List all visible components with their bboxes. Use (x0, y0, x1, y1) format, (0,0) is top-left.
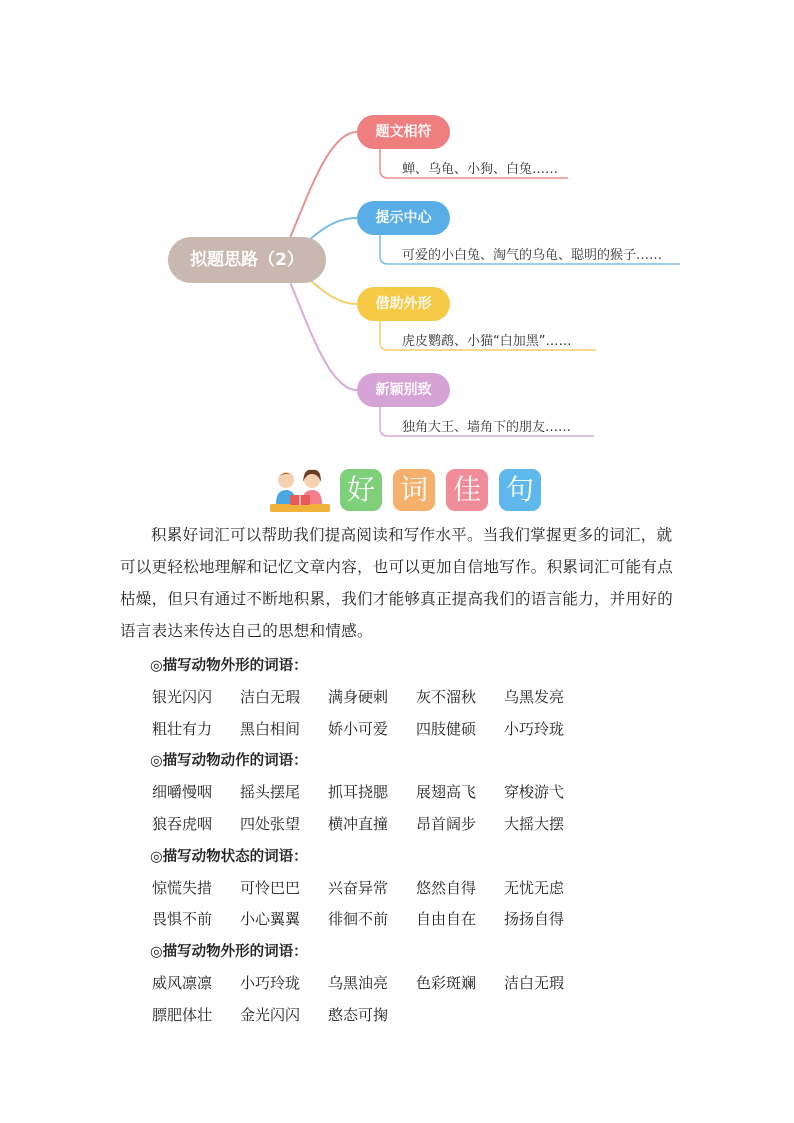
word: 小心翼翼 (240, 910, 301, 928)
word: 乌黑油亮 (328, 974, 389, 992)
word: 展翅高飞 (416, 783, 477, 801)
word: 徘徊不前 (328, 910, 389, 928)
word: 悠然自得 (416, 879, 477, 897)
word: 可怜巴巴 (240, 879, 301, 897)
section-heading-3: ◎描写动物状态的词语： (150, 849, 308, 865)
word: 狼吞虎咽 (152, 815, 213, 833)
mind-map-root: 拟题思路（2） (168, 237, 326, 283)
connector-1 (290, 132, 357, 238)
word: 小巧玲珑 (504, 720, 565, 738)
reading-kids-icon (268, 466, 332, 514)
word: 色彩斑斓 (416, 974, 477, 992)
word: 膘肥体壮 (152, 1006, 213, 1024)
branch-1: 题文相符 (357, 115, 450, 149)
word: 四处张望 (240, 815, 301, 833)
leaf-2: 可爱的小白兔、淘气的乌龟、聪明的猴子…… (402, 248, 663, 263)
word: 摇头摆尾 (240, 783, 301, 801)
word: 畏惧不前 (152, 910, 213, 928)
word: 威风凛凛 (152, 974, 213, 992)
title-char-3: 佳 (446, 469, 488, 511)
word: 灰不溜秋 (416, 688, 477, 706)
branch-3: 借助外形 (357, 287, 450, 321)
connector-4 (290, 282, 357, 390)
word: 扬扬自得 (504, 910, 565, 928)
word: 银光闪闪 (152, 688, 213, 706)
word: 洁白无瑕 (240, 688, 301, 706)
word: 横冲直撞 (328, 815, 389, 833)
branch-4: 新颖别致 (357, 373, 450, 407)
word: 自由自在 (416, 910, 477, 928)
word: 金光闪闪 (240, 1006, 301, 1024)
title-char-4: 句 (499, 469, 541, 511)
word: 小巧玲珑 (240, 974, 301, 992)
word: 抓耳挠腮 (328, 783, 389, 801)
word: 惊慌失措 (152, 879, 213, 897)
word: 四肢健硕 (416, 720, 477, 738)
intro-paragraph: 积累好词汇可以帮助我们提高阅读和写作水平。当我们掌握更多的词汇，就可以更轻松地理解和记忆文章内容，也可以更加自信地写作。积累词汇可能有点枯燥，但只有通过不断地积累，我们才能够真正提高我们的语言能力，并用好的语言表达来传达自己的思想和情感。 (120, 526, 674, 640)
leaf-4: 独角大王、墙角下的朋友…… (402, 420, 572, 435)
branch-2: 提示中心 (357, 201, 450, 235)
word: 兴奋异常 (328, 879, 389, 897)
word: 满身硬刺 (328, 688, 389, 706)
title-char-2: 词 (393, 469, 435, 511)
leaf-3: 虎皮鹦鹉、小猫“白加黑”…… (402, 334, 572, 349)
word: 穿梭游弋 (504, 783, 565, 801)
word: 憨态可掬 (328, 1006, 389, 1024)
word: 大摇大摆 (504, 815, 565, 833)
section-heading-2: ◎描写动物动作的词语： (150, 753, 308, 769)
section-heading-1: ◎描写动物外形的词语： (150, 658, 308, 674)
mind-map (0, 100, 794, 450)
word: 细嚼慢咽 (152, 783, 213, 801)
title-char-1: 好 (340, 469, 382, 511)
word: 乌黑发亮 (504, 688, 565, 706)
word: 黑白相间 (240, 720, 301, 738)
leaf-1: 蝉、乌龟、小狗、白兔…… (402, 162, 559, 177)
section-title (268, 466, 552, 514)
word: 洁白无瑕 (504, 974, 565, 992)
word: 无忧无虑 (504, 879, 565, 897)
word: 粗壮有力 (152, 720, 213, 738)
word: 娇小可爱 (328, 720, 389, 738)
word: 昂首阔步 (416, 815, 477, 833)
section-heading-4: ◎描写动物外形的词语： (150, 944, 308, 960)
